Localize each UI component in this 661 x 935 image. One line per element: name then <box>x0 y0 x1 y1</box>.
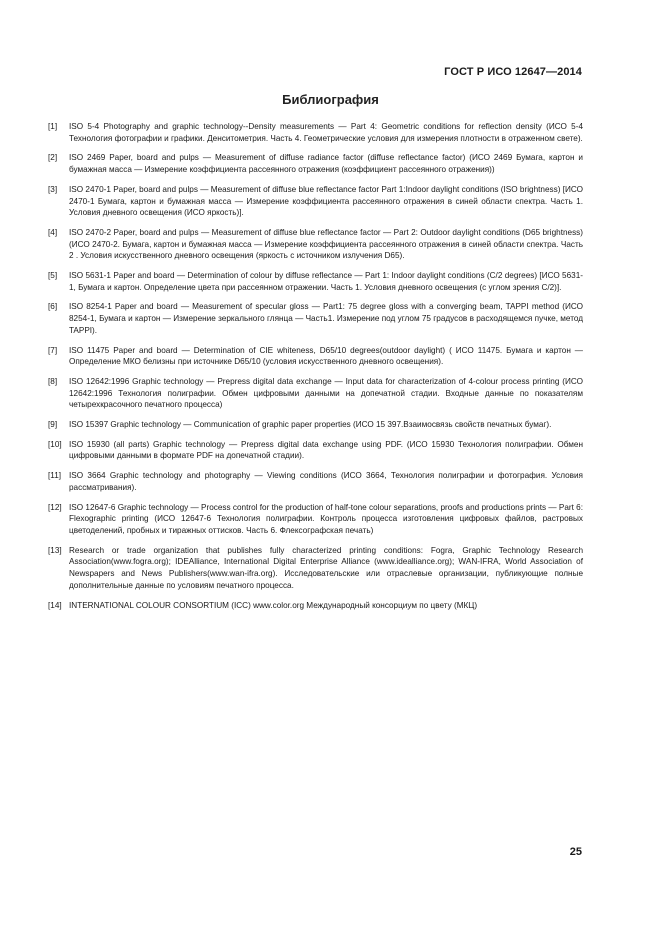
ref-text: INTERNATIONAL COLOUR CONSORTIUM (ICC) www.color.org Международный консорциум по цвету (МКЦ) <box>69 600 478 610</box>
ref-number: [8] <box>48 376 58 386</box>
page-number: 25 <box>569 846 582 858</box>
bibliography-item <box>48 121 583 144</box>
ref-text: ISO 2470-2 Paper, board and pulps — Measurement of diffuse blue reflectance factor — Part 2: Outdoor daylight conditions (D65 brightness) (ИСО 2470-2. Бумага, картон и бумажная масса — Измерение коэффициента рассеянного отражения в синей области спектра. Часть 2 . Условия искусственного дневного освещения (яркость с источником излучения D65). <box>69 227 583 261</box>
bibliography-item <box>48 301 583 336</box>
ref-number: [10] <box>48 439 62 449</box>
ref-text: ISO 2469 Paper, board and pulps — Measurement of diffuse radiance factor (diffuse reflectance factor) (ИСО 2469 Бумага, картон и бумажная масса — Измерение коэффициента рассеянного отражения (коэффициент рассеянного отражения)) <box>69 153 583 175</box>
bibliography-item <box>48 502 583 537</box>
bibliography-item <box>48 545 583 592</box>
ref-number: [13] <box>48 545 62 555</box>
bibliography-item <box>48 270 583 293</box>
bibliography-item <box>48 600 583 612</box>
ref-text: ISO 15930 (all parts) Graphic technology — Prepress digital data exchange using PDF. (ИСО 15930 Технология полиграфии. Обмен цифровыми данными в формате PDF на допечатной стадии). <box>69 439 583 461</box>
ref-text: ISO 11475 Paper and board — Determination of CIE whiteness, D65/10 degrees(outdoor daylight) ( ИСО 11475. Бумага и картон — Определение МКО белизны при источнике D65/10 (условия искусственного дневного освещения). <box>69 345 583 367</box>
ref-number: [9] <box>48 420 58 430</box>
bibliography-item <box>48 439 583 462</box>
ref-text: ISO 12647-6 Graphic technology — Process control for the production of half-tone colour separations, proofs and productions prints — Part 6: Flexographic printing (ИСО 12647-6 Технология полиграфии. Контроль процесса изготовления цифровых файлов, растровых цветоделений, пробных и тиражных оттисков. Часть 6. Флексографская печать) <box>69 502 583 535</box>
ref-text: Research or trade organization that publishes fully characterized printing conditions: Fogra, Graphic Technology Research Association(www.fogra.org); IDEAlliance, International Digital Enterprise Alliance (www.idealliance.org); WAN-IFRA, World Association of Newspapers and News Publishers(www.wan-ifra.org). Исследовательские или отраслевые организации, публикующие полные дополнительные данные по условиям печатного процесса. <box>69 545 583 590</box>
ref-text: ISO 12642:1996 Graphic technology — Prepress digital data exchange — Input data for characterization of 4-colour process printing (ИСО 12642:1996 Технология полиграфии. Обмен цифровыми данными на допечатной стадии. Входные данные по показателям четырехкрасочного печатного процесса) <box>69 376 583 410</box>
ref-text: ISO 3664 Graphic technology and photography — Viewing conditions (ИСО 3664, Технология полиграфии и фотография. Условия рассматривания). <box>69 471 583 492</box>
ref-text: ISO 5631-1 Paper and board — Determination of colour by diffuse reflectance — Part 1: Indoor daylight conditions (C/2 degrees) [ИСО 5631-1, Бумага и картон. Определение цвета при рассеянном отражении. Часть 1. Условия дневного освещения (с углом зрения C/2)]. <box>69 271 583 292</box>
document-header: ГОСТ Р ИСО 12647—2014 <box>444 66 582 78</box>
section-title: Библиография <box>282 92 379 107</box>
ref-text: ISO 8254-1 Paper and board — Measurement of specular gloss — Part1: 75 degree gloss with a converging beam, TAPPI method (ИСО 8254-1, Бумага и картон — Измерение зеркального глянца — Часть1. Измерение под углом 75 градусов в расходящемся пучке, метод TAPPI). <box>69 302 583 335</box>
bibliography-item <box>48 184 583 219</box>
bibliography-item <box>48 470 583 493</box>
ref-number: [12] <box>48 502 62 512</box>
ref-number: [11] <box>48 471 62 481</box>
ref-text: ISO 5-4 Photography and graphic technology--Density measurements — Part 4: Geometric conditions for reflection density (ИСО 5-4 Технология фотографии и графики. Денситометрия. Часть 4. Геометрические условия для измерения плотности в отраженном свете). <box>69 122 583 143</box>
bibliography-item <box>48 419 583 431</box>
ref-text: ISO 2470-1 Paper, board and pulps — Measurement of diffuse blue reflectance factor Part 1:Indoor daylight conditions (ISO brightness) [ИСО 2470-1 Бумага, картон и бумажная масса — Измерение коэффициента рассеянного отражения в синей области спектра. Часть 1. Условия дневного освещения (ИСО яркость)]. <box>69 184 583 218</box>
ref-number: [6] <box>48 302 58 312</box>
bibliography-list <box>48 121 583 619</box>
bibliography-item <box>48 376 583 411</box>
bibliography-item <box>48 152 583 175</box>
bibliography-item <box>48 227 583 262</box>
ref-number: [2] <box>48 153 58 163</box>
ref-number: [7] <box>48 345 58 355</box>
ref-number: [5] <box>48 271 58 281</box>
ref-number: [14] <box>48 600 62 610</box>
bibliography-item <box>48 345 583 368</box>
ref-number: [1] <box>48 122 58 131</box>
ref-text: ISO 15397 Graphic technology — Communication of graphic paper properties (ИСО 15 397.Взаимосвязь свойств печатных бумаг). <box>69 420 552 430</box>
ref-number: [4] <box>48 227 58 237</box>
ref-number: [3] <box>48 184 58 194</box>
